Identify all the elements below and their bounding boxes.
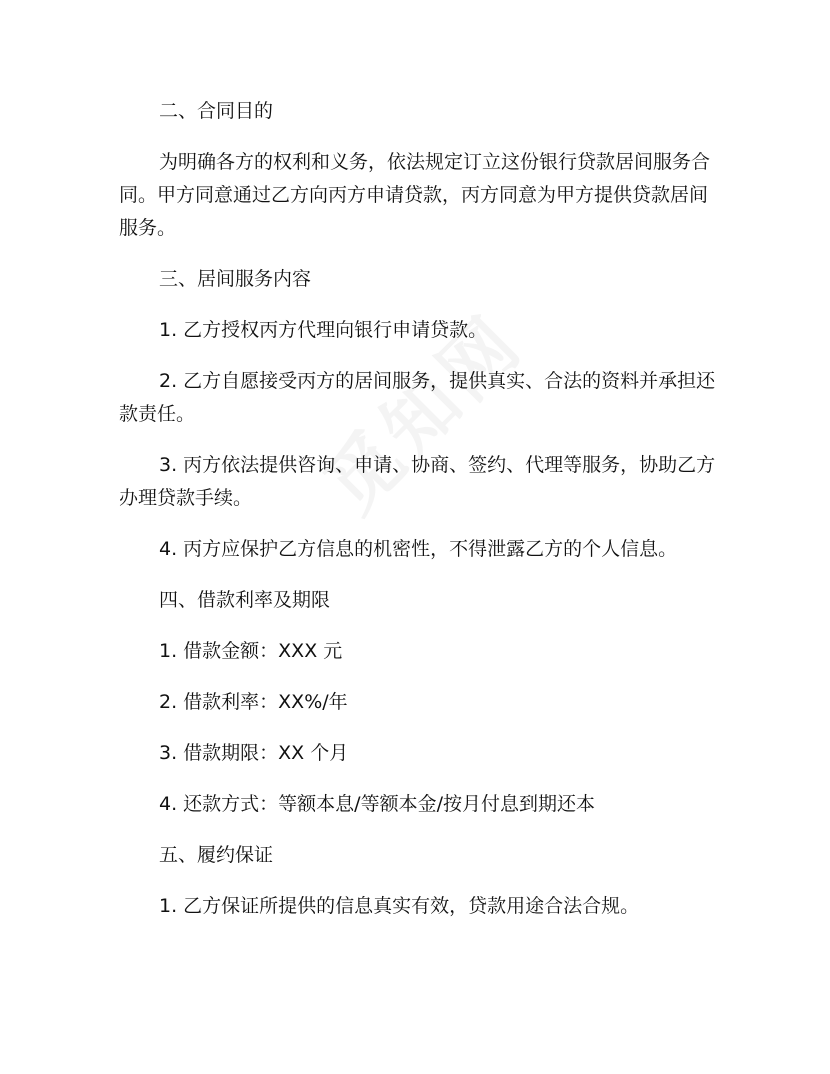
section-heading-guarantee: 五、履约保证 bbox=[159, 844, 274, 866]
list-item-service-3: 3. 丙方依法提供咨询、申请、协商、签约、代理等服务，协助乙方办理贷款手续。 bbox=[119, 454, 716, 509]
section-heading-purpose: 二、合同目的 bbox=[159, 100, 274, 122]
document-body bbox=[119, 95, 719, 941]
list-item-loan-amount: 1. 借款金额：XXX 元 bbox=[159, 640, 343, 662]
list-item-loan-rate: 2. 借款利率：XX%/年 bbox=[159, 691, 348, 713]
list-item-guarantee-1: 1. 乙方保证所提供的信息真实有效，贷款用途合法合规。 bbox=[159, 895, 640, 917]
list-item-service-4: 4. 丙方应保护乙方信息的机密性，不得泄露乙方的个人信息。 bbox=[159, 538, 678, 560]
paragraph-purpose: 为明确各方的权利和义务，依法规定订立这份银行贷款居间服务合同。甲方同意通过乙方向丙方申请贷款，丙方同意为甲方提供贷款居间服务。 bbox=[119, 151, 711, 239]
section-heading-service-content: 三、居间服务内容 bbox=[159, 268, 312, 290]
list-item-service-2: 2. 乙方自愿接受丙方的居间服务，提供真实、合法的资料并承担还款责任。 bbox=[119, 370, 716, 425]
list-item-repayment-method: 4. 还款方式：等额本息/等额本金/按月付息到期还本 bbox=[159, 793, 595, 815]
list-item-loan-term: 3. 借款期限：XX 个月 bbox=[159, 742, 349, 764]
list-item-service-1: 1. 乙方授权丙方代理向银行申请贷款。 bbox=[159, 319, 488, 341]
section-heading-loan-terms: 四、借款利率及期限 bbox=[159, 589, 331, 611]
